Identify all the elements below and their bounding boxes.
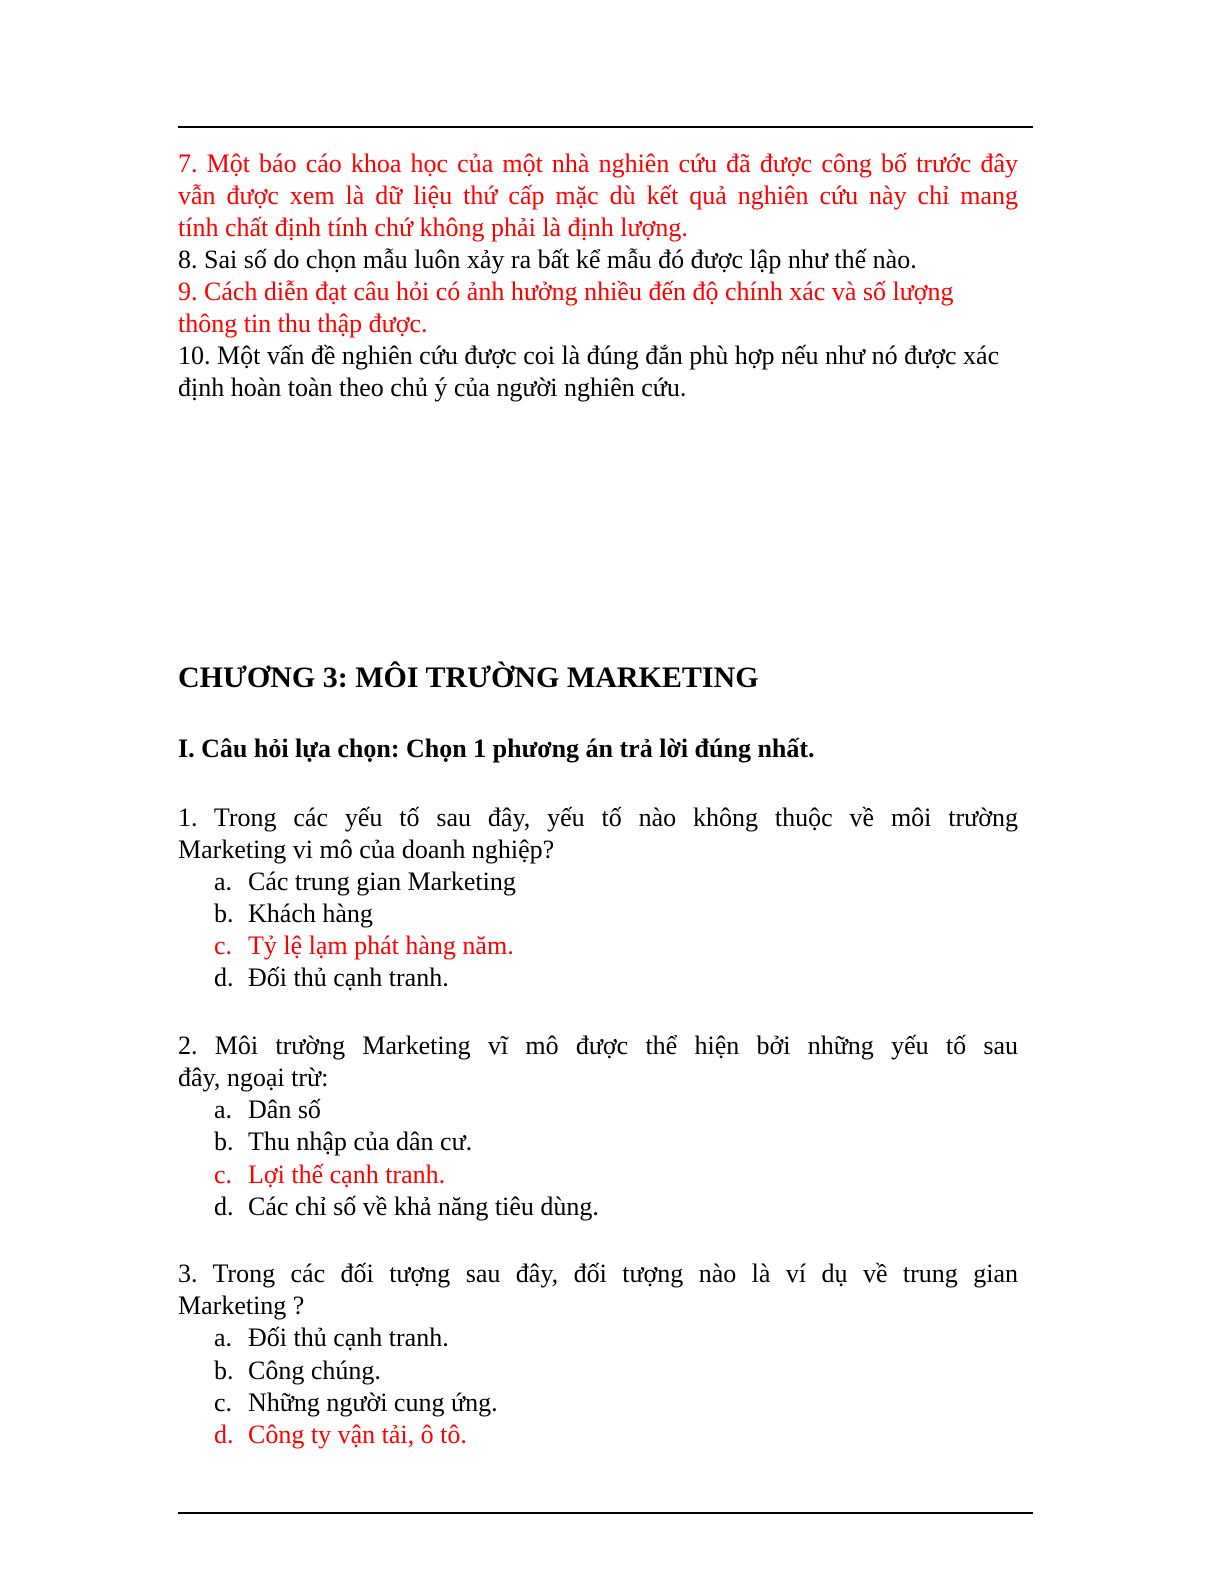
question-2-option-c xyxy=(214,1159,445,1191)
option-text: Dân số xyxy=(248,1095,321,1124)
question-3-option-c xyxy=(214,1387,498,1419)
option-text: Khách hàng xyxy=(248,899,373,928)
question-3-option-d xyxy=(214,1419,467,1451)
top-rule xyxy=(178,126,1033,128)
item-7-line-1: 7. Một báo cáo khoa học của một nhà nghiên cứu đã được công bố trước đây xyxy=(178,149,1018,178)
option-letter: a. xyxy=(214,867,233,896)
option-letter: b. xyxy=(214,1356,234,1385)
option-letter: a. xyxy=(214,1095,233,1124)
question-1-option-b xyxy=(214,898,373,930)
option-text: Đối thủ cạnh tranh. xyxy=(248,1323,449,1352)
item-9-line-2: thông tin thu thập được. xyxy=(178,309,428,338)
option-letter: d. xyxy=(214,1420,234,1449)
item-7-line-3: tính chất định tính chứ không phải là định lượng. xyxy=(178,213,688,242)
question-2-line-1: 2. Môi trường Marketing vĩ mô được thể hiện bởi những yếu tố sau xyxy=(178,1031,1018,1060)
item-10-line-2: định hoàn toàn theo chủ ý của người nghiên cứu. xyxy=(178,373,687,402)
question-2-option-b xyxy=(214,1126,472,1158)
item-8-line-1: 8. Sai số do chọn mẫu luôn xảy ra bất kể mẫu đó được lập như thế nào. xyxy=(178,245,917,274)
question-2-line-2: đây, ngoại trừ: xyxy=(178,1063,329,1092)
question-1-line-2: Marketing vi mô của doanh nghiệp? xyxy=(178,835,555,864)
option-letter: c. xyxy=(214,1160,233,1189)
item-10-line-1: 10. Một vấn đề nghiên cứu được coi là đúng đắn phù hợp nếu như nó được xác xyxy=(178,341,1000,370)
question-3-line-2: Marketing ? xyxy=(178,1291,305,1320)
option-letter: b. xyxy=(214,1127,234,1156)
question-1-line-1: 1. Trong các yếu tố sau đây, yếu tố nào không thuộc về môi trường xyxy=(178,803,1018,832)
option-text: Những người cung ứng. xyxy=(248,1388,498,1417)
question-2-option-a xyxy=(214,1094,321,1126)
question-3-option-a xyxy=(214,1322,449,1354)
option-letter: b. xyxy=(214,899,234,928)
item-9-line-1: 9. Cách diễn đạt câu hỏi có ảnh hưởng nhiều đến độ chính xác và số lượng xyxy=(178,277,954,306)
chapter-title: CHƯƠNG 3: MÔI TRƯỜNG MARKETING xyxy=(178,661,759,694)
question-1-option-a xyxy=(214,866,516,898)
question-1-option-c xyxy=(214,930,514,962)
option-text: Các trung gian Marketing xyxy=(248,867,516,896)
section-title: I. Câu hỏi lựa chọn: Chọn 1 phương án trả lời đúng nhất. xyxy=(178,734,815,763)
item-7-line-2: vẫn được xem là dữ liệu thứ cấp mặc dù kết quả nghiên cứu này chỉ mang xyxy=(178,181,1018,210)
question-1-option-d xyxy=(214,962,449,994)
question-3-line-1: 3. Trong các đối tượng sau đây, đối tượng nào là ví dụ về trung gian xyxy=(178,1259,1018,1288)
option-letter: a. xyxy=(214,1323,233,1352)
option-letter: c. xyxy=(214,1388,233,1417)
option-text: Công chúng. xyxy=(248,1356,381,1385)
bottom-rule xyxy=(178,1512,1033,1514)
option-text: Tỷ lệ lạm phát hàng năm. xyxy=(248,931,514,960)
option-text: Công ty vận tải, ô tô. xyxy=(248,1420,467,1449)
option-text: Đối thủ cạnh tranh. xyxy=(248,963,449,992)
option-letter: c. xyxy=(214,931,233,960)
option-letter: d. xyxy=(214,1192,234,1221)
option-text: Các chỉ số về khả năng tiêu dùng. xyxy=(248,1192,599,1221)
option-letter: d. xyxy=(214,963,234,992)
question-3-option-b xyxy=(214,1355,381,1387)
option-text: Thu nhập của dân cư. xyxy=(248,1127,473,1156)
question-2-option-d xyxy=(214,1191,599,1223)
option-text: Lợi thế cạnh tranh. xyxy=(248,1160,446,1189)
